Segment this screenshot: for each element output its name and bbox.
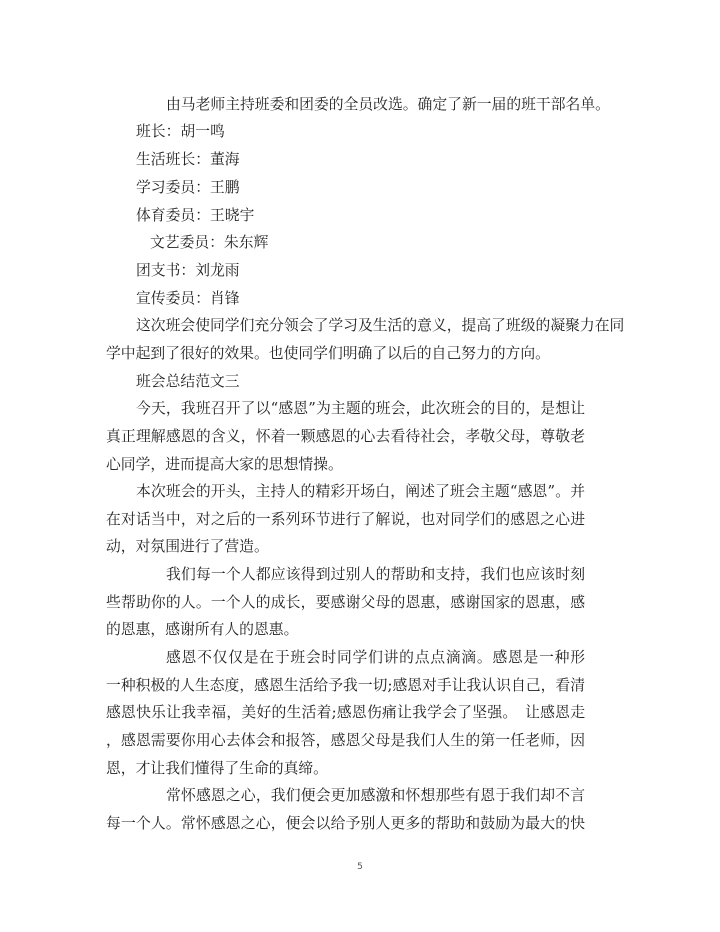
section-heading: 班会总结范文三 — [136, 373, 240, 390]
paragraph-line: 常怀感恩之心，我们便会更加感激和怀想那些有恩于我们却不言 — [166, 787, 585, 804]
paragraph-line: 这次班会使同学们充分领会了学习及生活的意义，提高了班级的凝聚力在同 — [136, 317, 625, 334]
study-committee-line: 学习委员：王鹏 — [136, 179, 240, 196]
paragraph-line: 我们每一个人都应该得到过别人的帮助和支持，我们也应该时刻 — [166, 566, 585, 583]
paragraph-line: 今天，我班召开了以“感恩”为主题的班会，此次班会的目的，是想让 — [136, 400, 585, 417]
paragraph-line: 些帮助你的人。一个人的成长，要感谢父母的恩惠，感谢国家的恩惠，感 — [106, 594, 585, 611]
paragraph-line: 在对话当中，对之后的一系列环节进行了解说，也对同学们的感恩之心进 — [106, 511, 585, 528]
page-number: 5 — [357, 862, 363, 872]
league-secretary-line: 团支书：刘龙雨 — [136, 262, 240, 279]
arts-committee-line: 文艺委员：朱东辉 — [150, 234, 269, 251]
paragraph-line: 每一个人。常怀感恩之心，便会以给予别人更多的帮助和鼓励为最大的快 — [106, 815, 585, 832]
paragraph-line: 感恩快乐让我幸福，美好的生活着;感恩伤痛让我学会了坚强。 让感恩走 — [106, 704, 585, 721]
paragraph-line: 动，对氛围进行了营造。 — [106, 538, 269, 555]
paragraph-line: 感恩不仅仅是在于班会时同学们讲的点点滴滴。感恩是一种形 — [166, 649, 585, 666]
class-monitor-line: 班长：胡一鸣 — [136, 123, 225, 140]
paragraph-line: 由马老师主持班委和团委的全员改选。确定了新一届的班干部名单。 — [166, 96, 610, 113]
paragraph-line: 一种积极的人生态度，感恩生活给予我一切;感恩对手让我认识自己，看清 — [106, 677, 585, 694]
paragraph-line: 的恩惠，感谢所有人的恩惠。 — [106, 621, 299, 638]
publicity-committee-line: 宣传委员：肖锋 — [136, 290, 240, 307]
sports-committee-line: 体育委员：王晓宇 — [136, 207, 255, 224]
life-monitor-line: 生活班长：董海 — [136, 151, 240, 168]
paragraph-line: ，感恩需要你用心去体会和报答，感恩父母是我们人生的第一任老师，因 — [106, 732, 585, 749]
paragraph-line: 学中起到了很好的效果。也使同学们明确了以后的自己努力的方向。 — [106, 345, 550, 362]
paragraph-line: 恩，才让我们懂得了生命的真缔。 — [106, 760, 328, 777]
paragraph-line: 心同学，进而提高大家的思想情操。 — [106, 456, 343, 473]
paragraph-line: 真正理解感恩的含义，怀着一颗感恩的心去看待社会，孝敬父母，尊敬老 — [106, 428, 585, 445]
paragraph-line: 本次班会的开头，主持人的精彩开场白，阐述了班会主题“感恩”。并 — [136, 483, 585, 500]
